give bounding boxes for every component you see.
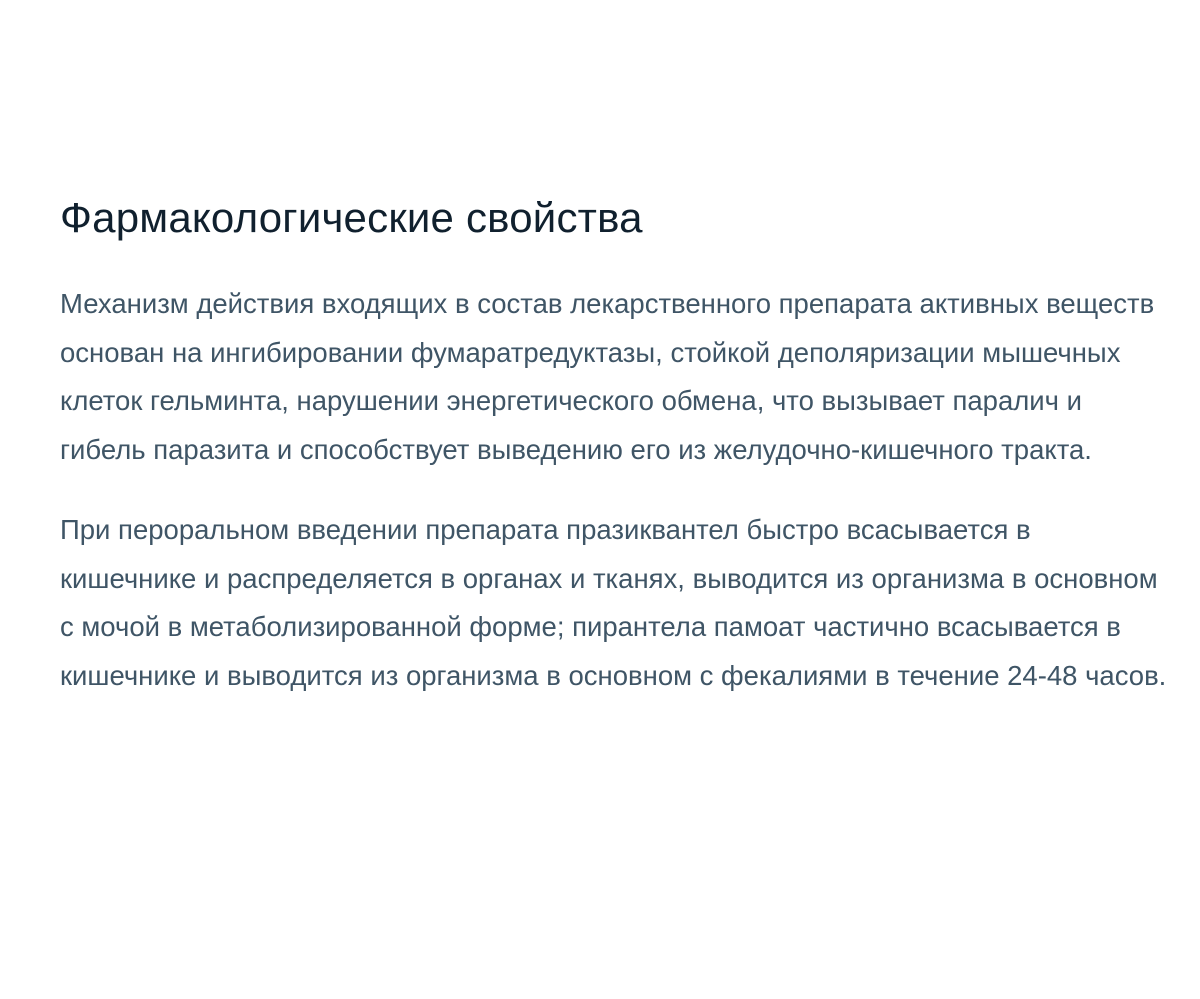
pharmacological-properties-section: [60, 186, 1170, 732]
mechanism-paragraph: Механизм действия входящих в состав лекарственного препарата активных веществ основан на ингибировании фумаратредуктазы, стойкой деполяризации мышечных клеток гельминта, нарушении энергетического обмена, что вызывает паралич и гибель паразита и способствует выведению его из желудочно-кишечного тракта.: [60, 288, 1155, 465]
pharmacokinetics-paragraph: При пероральном введении препарата празиквантел быстро всасывается в кишечнике и распределяется в органах и тканях, выводится из организма в основном с мочой в метаболизированной форме; пирантела памоат частично всасывается в кишечнике и выводится из организма в основном с фекалиями в течение 24-48 часов.: [60, 514, 1167, 691]
section-title: Фармакологические свойства: [60, 194, 643, 241]
